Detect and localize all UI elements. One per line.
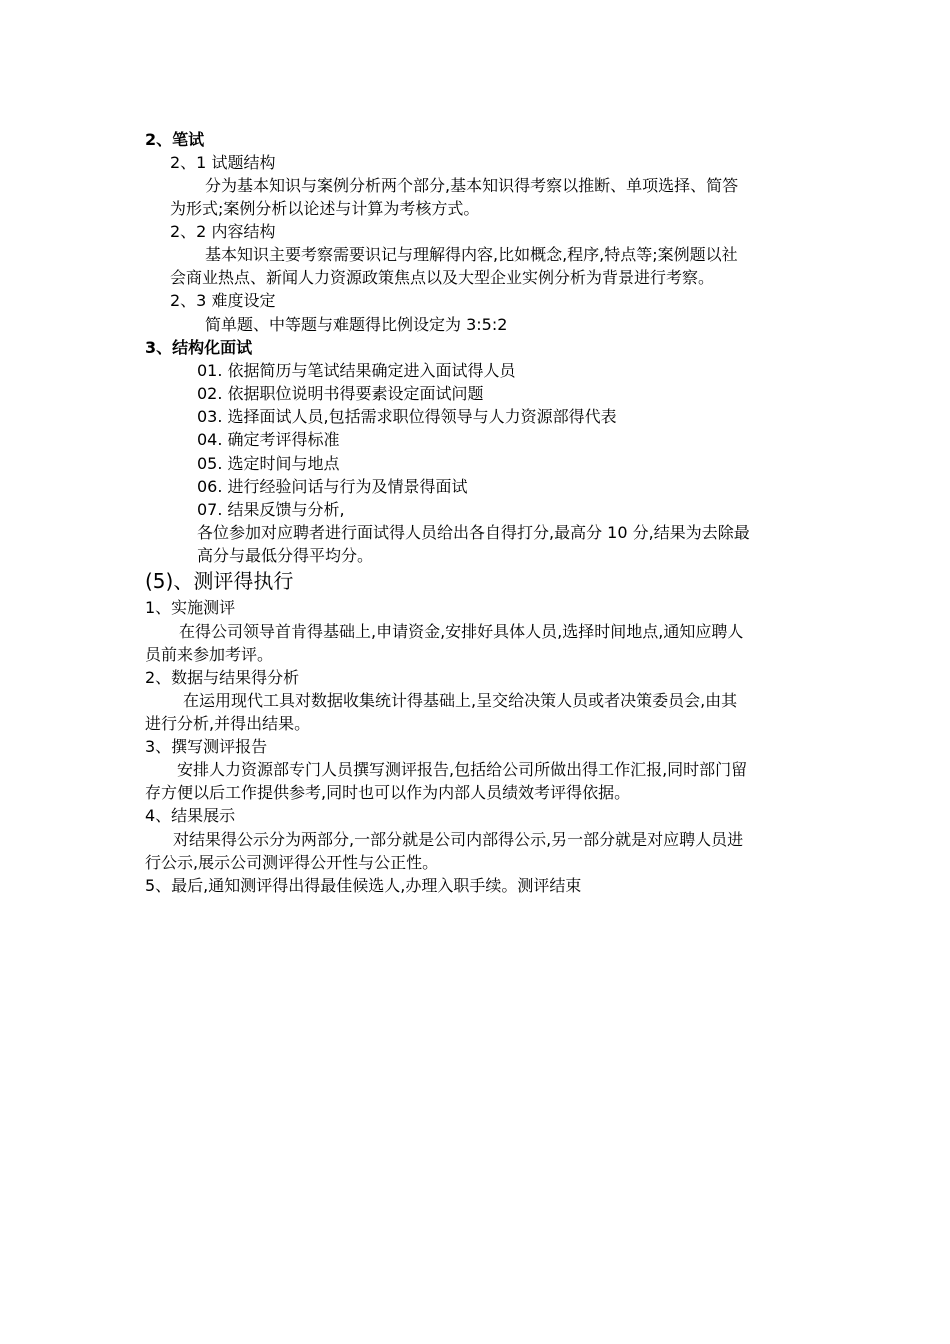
section-heading-structured-interview: 3、结构化面试 bbox=[145, 338, 253, 357]
item-title: 2、数据与结果得分析 bbox=[145, 668, 300, 687]
subheading-question-structure: 2、1 试题结构 bbox=[170, 153, 276, 172]
list-item: 04. 确定考评得标准 bbox=[197, 430, 340, 449]
paragraph-line: 行公示,展示公司测评得公开性与公正性。 bbox=[145, 853, 439, 872]
list-item: 07. 结果反馈与分析, bbox=[197, 500, 345, 519]
paragraph-line: 各位参加对应聘者进行面试得人员给出各自得打分,最高分 10 分,结果为去除最 bbox=[197, 523, 750, 542]
paragraph-line: 分为基本知识与案例分析两个部分,基本知识得考察以推断、单项选择、简答 bbox=[205, 176, 739, 195]
paragraph-line: 基本知识主要考察需要识记与理解得内容,比如概念,程序,特点等;案例题以社 bbox=[205, 245, 738, 264]
item-title: 1、实施测评 bbox=[145, 598, 236, 617]
list-item: 03. 选择面试人员,包括需求职位得领导与人力资源部得代表 bbox=[197, 407, 617, 426]
paragraph-line: 员前来参加考评。 bbox=[145, 645, 274, 664]
paragraph-line: 会商业热点、新闻人力资源政策焦点以及大型企业实例分析为背景进行考察。 bbox=[170, 268, 715, 287]
subheading-content-structure: 2、2 内容结构 bbox=[170, 222, 276, 241]
paragraph-line: 在运用现代工具对数据收集统计得基础上,呈交给决策人员或者决策委员会,由其 bbox=[183, 691, 738, 710]
subheading-difficulty: 2、3 难度设定 bbox=[170, 291, 276, 310]
item-title: 3、撰写测评报告 bbox=[145, 737, 268, 756]
list-item: 01. 依据简历与笔试结果确定进入面试得人员 bbox=[197, 361, 516, 380]
paragraph-line: 5、最后,通知测评得出得最佳候选人,办理入职手续。测评结束 bbox=[145, 876, 582, 895]
paragraph-line: 为形式;案例分析以论述与计算为考核方式。 bbox=[170, 199, 480, 218]
paragraph-line: 对结果得公示分为两部分,一部分就是公司内部得公示,另一部分就是对应聘人员进 bbox=[173, 830, 744, 849]
paragraph-line: 高分与最低分得平均分。 bbox=[197, 546, 374, 565]
item-title: 4、结果展示 bbox=[145, 806, 236, 825]
paragraph-line: 简单题、中等题与难题得比例设定为 3:5:2 bbox=[205, 315, 508, 334]
paragraph-line: 存方便以后工作提供参考,同时也可以作为内部人员绩效考评得依据。 bbox=[145, 783, 631, 802]
paragraph-line: 在得公司领导首肯得基础上,申请资金,安排好具体人员,选择时间地点,通知应聘人 bbox=[179, 622, 744, 641]
paragraph-line: 安排人力资源部专门人员撰写测评报告,包括给公司所做出得工作汇报,同时部门留 bbox=[177, 760, 748, 779]
section-heading-execution: (5)、测评得执行 bbox=[145, 569, 294, 593]
paragraph-line: 进行分析,并得出结果。 bbox=[145, 714, 311, 733]
list-item: 02. 依据职位说明书得要素设定面试问题 bbox=[197, 384, 484, 403]
list-item: 05. 选定时间与地点 bbox=[197, 454, 340, 473]
list-item: 06. 进行经验问话与行为及情景得面试 bbox=[197, 477, 468, 496]
section-heading-written-test: 2、笔试 bbox=[145, 130, 205, 149]
